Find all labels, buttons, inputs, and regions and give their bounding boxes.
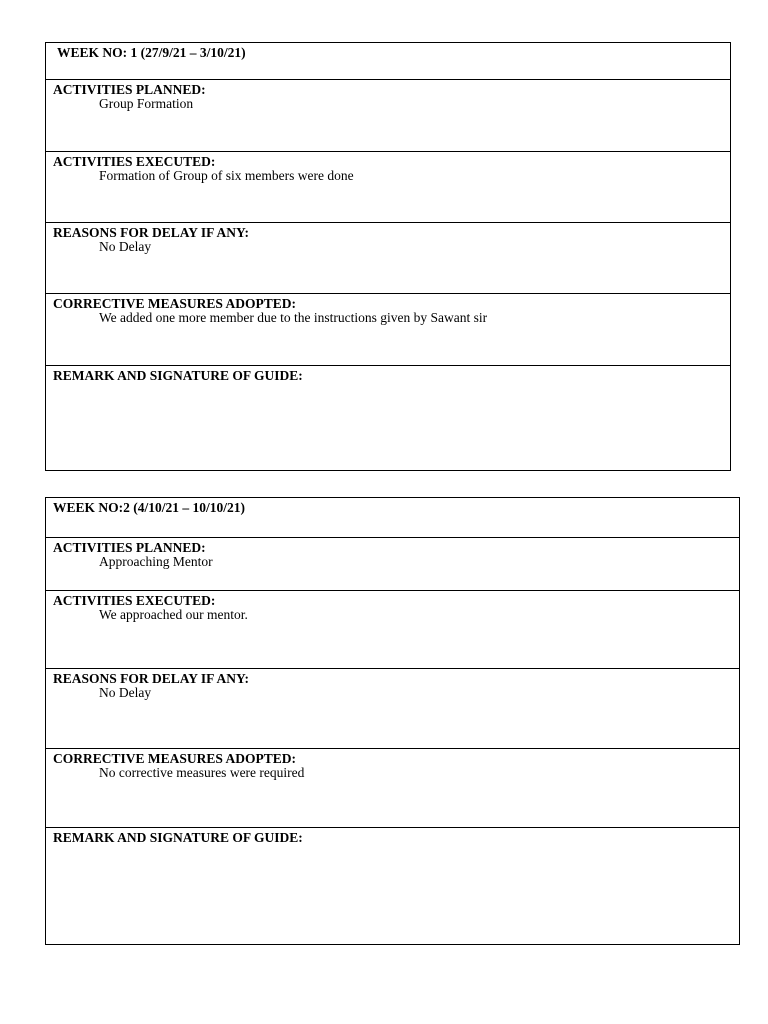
- corrective-measures-text: No corrective measures were required: [99, 765, 305, 780]
- week-title: WEEK NO:2 (4/10/21 – 10/10/21): [53, 500, 245, 515]
- reasons-for-delay-heading: REASONS FOR DELAY IF ANY:: [53, 671, 250, 686]
- activities-planned-text: Approaching Mentor: [99, 554, 213, 569]
- week-1-report-table: [45, 42, 731, 471]
- activities-planned-row: [46, 80, 730, 152]
- corrective-measures-text: We added one more member due to the instructions given by Sawant sir: [99, 310, 488, 325]
- activities-executed-row: [46, 591, 739, 669]
- reasons-for-delay-row: [46, 669, 739, 749]
- remark-signature-heading: REMARK AND SIGNATURE OF GUIDE:: [53, 830, 303, 845]
- remark-signature-row: [46, 828, 739, 945]
- reasons-for-delay-text: No Delay: [99, 239, 152, 254]
- remark-signature-heading: REMARK AND SIGNATURE OF GUIDE:: [53, 368, 303, 383]
- week-title-row: [46, 498, 739, 538]
- reasons-for-delay-row: [46, 223, 730, 294]
- activities-executed-heading: ACTIVITIES EXECUTED:: [53, 593, 216, 608]
- week-title: WEEK NO: 1 (27/9/21 – 3/10/21): [57, 45, 246, 60]
- corrective-measures-row: [46, 294, 730, 366]
- week-2-report-table: [45, 497, 740, 945]
- activities-executed-heading: ACTIVITIES EXECUTED:: [53, 154, 216, 169]
- remark-signature-row: [46, 366, 730, 471]
- activities-planned-row: [46, 538, 739, 591]
- reasons-for-delay-heading: REASONS FOR DELAY IF ANY:: [53, 225, 250, 240]
- week-title-row: [46, 43, 730, 80]
- activities-planned-heading: ACTIVITIES PLANNED:: [53, 82, 206, 97]
- reasons-for-delay-text: No Delay: [99, 685, 152, 700]
- activities-executed-row: [46, 152, 730, 223]
- corrective-measures-heading: CORRECTIVE MEASURES ADOPTED:: [53, 296, 297, 311]
- activities-executed-text: We approached our mentor.: [99, 607, 248, 622]
- corrective-measures-row: [46, 749, 739, 828]
- corrective-measures-heading: CORRECTIVE MEASURES ADOPTED:: [53, 751, 297, 766]
- activities-planned-text: Group Formation: [99, 96, 194, 111]
- activities-planned-heading: ACTIVITIES PLANNED:: [53, 540, 206, 555]
- activities-executed-text: Formation of Group of six members were done: [99, 168, 354, 183]
